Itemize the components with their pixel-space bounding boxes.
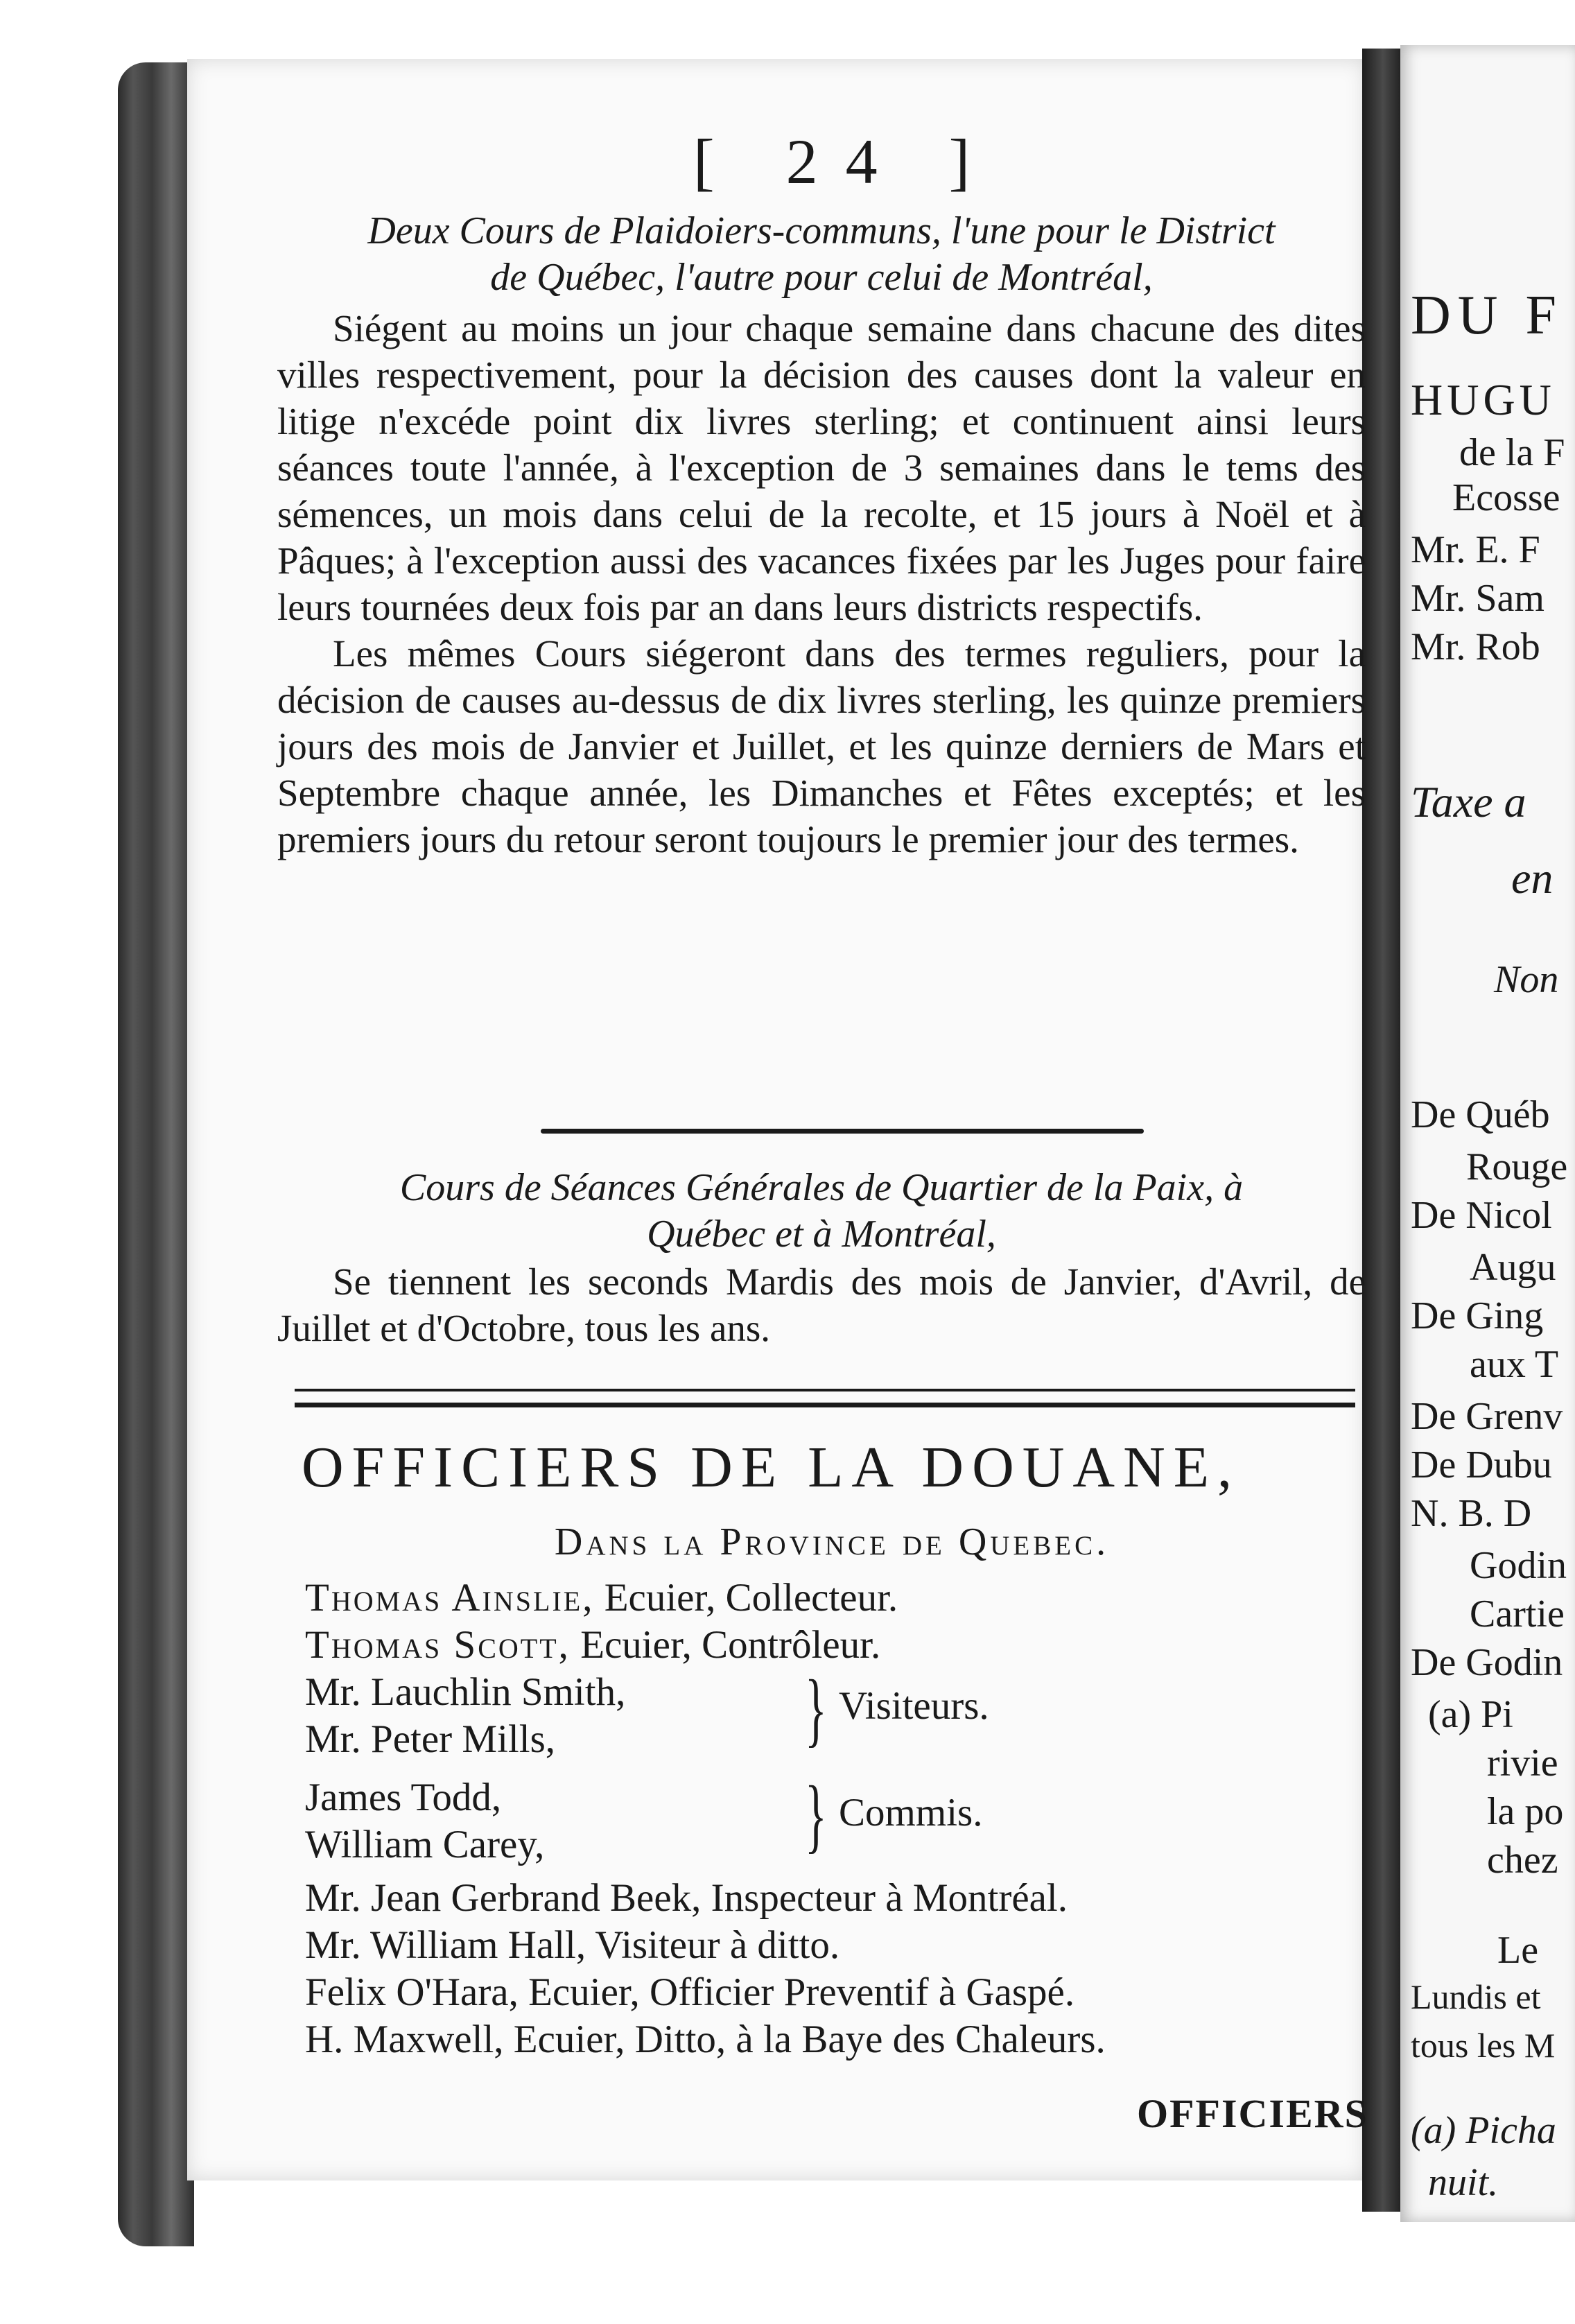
officer-row xyxy=(305,1875,1068,1920)
officer-name: H. Maxwell, xyxy=(305,2018,504,2061)
section-heading-plaidoiers xyxy=(274,208,1369,301)
facing-line: Taxe a xyxy=(1411,777,1526,826)
section-body-seances xyxy=(277,1258,1366,1351)
group-label-commis: Commis. xyxy=(839,1791,983,1835)
facing-line: Non xyxy=(1494,958,1559,1001)
section-heading-seances xyxy=(274,1165,1369,1258)
officer-role: Visiteur à ditto. xyxy=(595,1923,840,1967)
group-label-visiteurs: Visiteurs. xyxy=(839,1684,989,1728)
douane-heading: OFFICIERS DE LA DOUANE, xyxy=(302,1435,1241,1500)
paragraph: Se tiennent les seconds Mardis des mois de Janvier, d'Avril, de Juillet et d'Octobre, tous les ans. xyxy=(277,1260,1366,1349)
heading-line: Deux Cours de Plaidoiers-communs, l'une pour le District xyxy=(367,209,1276,252)
section-divider xyxy=(541,1129,1144,1134)
book-gutter xyxy=(1362,49,1404,2212)
officer-row xyxy=(305,1822,544,1867)
officer-name: Mr. William Hall, xyxy=(305,1923,586,1967)
heading-line: de Québec, l'autre pour celui de Montréal, xyxy=(490,256,1153,299)
officer-name: Mr. Lauchlin Smith, xyxy=(305,1670,626,1714)
brace-icon: } xyxy=(804,1769,827,1861)
officer-row xyxy=(305,1970,1074,2015)
paragraph: Siégent au moins un jour chaque semaine dans chacune des dites villes respectivement, pour la décision des causes dont la valeur en litige n'excéde point dix livres sterling; et continuent ainsi leurs séances toute l'année, à l'exception de 3 semaines dans le tems des sémences, un mois dans celui de la recolte, et 15 jours à Noël et à Pâques; à l'exception aussi des vacances fixées par les Juges pour faire leurs tournées deux fois par an dans leurs districts respectifs. xyxy=(277,307,1366,628)
officer-row xyxy=(305,1775,501,1820)
facing-line: De Ging xyxy=(1411,1294,1544,1337)
heading-line: Cours de Séances Générales de Quartier de la Paix, à xyxy=(399,1166,1244,1209)
facing-line: (a) Pi xyxy=(1428,1693,1513,1736)
officer-name: Felix O'Hara, xyxy=(305,1970,519,2014)
facing-line: De Godin xyxy=(1411,1641,1563,1684)
officer-row xyxy=(305,1670,625,1715)
officer-row xyxy=(305,1717,555,1762)
facing-line: Le xyxy=(1497,1929,1539,1972)
facing-line: rivie xyxy=(1487,1742,1558,1785)
facing-line: HUGU xyxy=(1411,375,1556,424)
facing-line: aux T xyxy=(1470,1343,1559,1386)
facing-line: DU F xyxy=(1411,285,1564,346)
facing-line: de la F xyxy=(1459,431,1565,474)
facing-line: Cartie xyxy=(1470,1593,1565,1636)
facing-line: Mr. E. F xyxy=(1411,528,1540,571)
officer-role: Ecuier, Ditto, à la Baye des Chaleurs. xyxy=(513,2018,1106,2061)
facing-line: De Dubu xyxy=(1411,1443,1552,1486)
facing-line: Mr. Rob xyxy=(1411,625,1540,668)
facing-line: N. B. D xyxy=(1411,1492,1532,1535)
facing-line: la po xyxy=(1487,1790,1564,1833)
paragraph: Les mêmes Cours siégeront dans des termes reguliers, pour la décision de causes au-dessus de dix livres sterling, les quinze premiers jours des mois de Janvier et Juillet, et les quinze derniers de Mars et Septembre chaque année, les Dimanches et Fêtes exceptés; et les premiers jours du retour seront toujours le premier jour des termes. xyxy=(277,632,1366,860)
officer-name: Thomas Scott, xyxy=(305,1623,571,1667)
facing-line: Rouge xyxy=(1466,1145,1568,1188)
facing-page xyxy=(1400,45,1575,2222)
officer-row xyxy=(305,1923,839,1968)
facing-line: Augu xyxy=(1470,1246,1556,1289)
book-edge xyxy=(118,62,194,2246)
facing-line: Godin xyxy=(1470,1544,1567,1587)
heading-line: Québec et à Montréal, xyxy=(647,1213,996,1256)
officer-row xyxy=(305,2017,1106,2062)
douane-subheading: Dans la Province de Quebec. xyxy=(554,1520,1110,1563)
facing-line: De Québ xyxy=(1411,1093,1550,1136)
officer-name: Thomas Ainslie, xyxy=(305,1576,595,1620)
facing-line: nuit. xyxy=(1428,2161,1499,2204)
facing-line: De Grenv xyxy=(1411,1395,1563,1438)
officer-name: James Todd, xyxy=(305,1776,502,1819)
officer-role: Ecuier, Officier Preventif à Gaspé. xyxy=(528,1970,1075,2014)
double-rule xyxy=(295,1389,1355,1407)
facing-line: Mr. Sam xyxy=(1411,577,1544,620)
facing-line: De Nicol xyxy=(1411,1194,1552,1237)
officer-role: Inspecteur à Montréal. xyxy=(711,1876,1068,1920)
catchword: OFFICIERS xyxy=(1137,2091,1368,2136)
facing-line: chez xyxy=(1487,1839,1558,1882)
facing-line: en xyxy=(1511,853,1554,903)
brace-icon: } xyxy=(804,1663,827,1755)
officer-row xyxy=(305,1575,898,1620)
page-number: [ 24 ] xyxy=(693,126,998,197)
section-body-plaidoiers xyxy=(277,305,1366,862)
officer-row xyxy=(305,1622,880,1667)
officer-name: William Carey, xyxy=(305,1823,545,1866)
officer-role: Ecuier, Contrôleur. xyxy=(580,1623,881,1667)
facing-line: (a) Picha xyxy=(1411,2109,1556,2152)
facing-line: tous les M xyxy=(1411,2026,1556,2065)
officer-name: Mr. Peter Mills, xyxy=(305,1717,556,1761)
facing-line: Ecosse xyxy=(1452,476,1560,519)
officer-role: Ecuier, Collecteur. xyxy=(604,1576,898,1620)
facing-line: Lundis et xyxy=(1411,1977,1541,2016)
officer-name: Mr. Jean Gerbrand Beek, xyxy=(305,1876,702,1920)
